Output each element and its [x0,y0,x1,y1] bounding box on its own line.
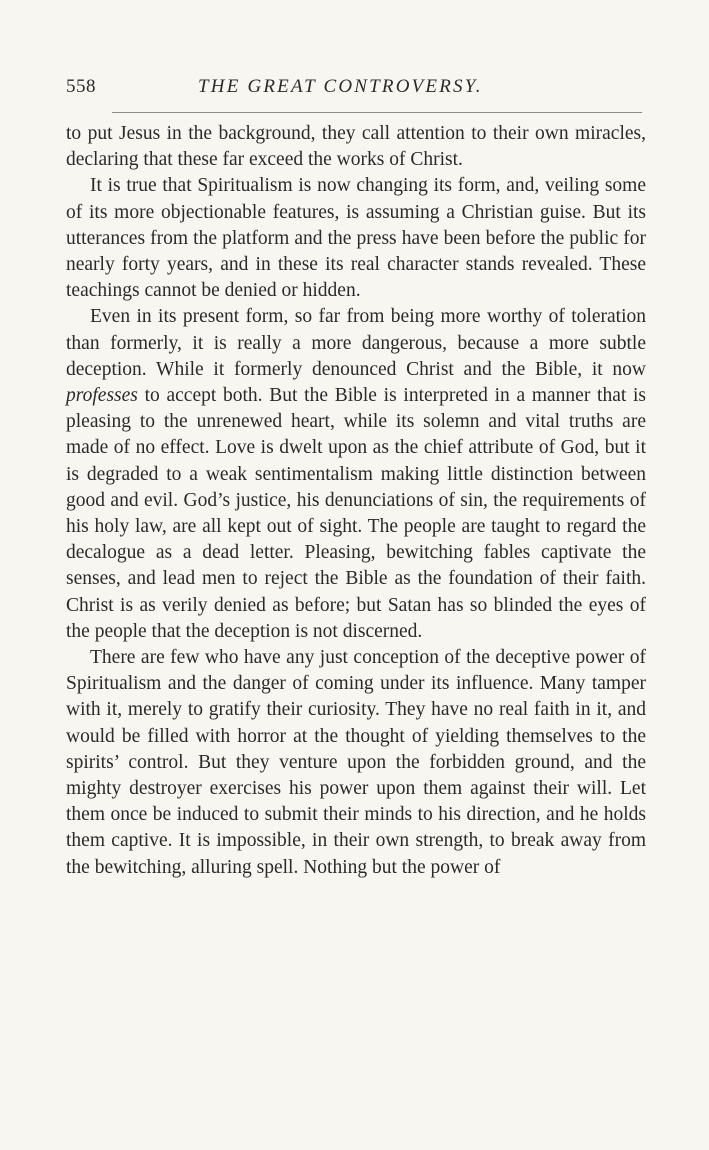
running-title: THE GREAT CONTROVERSY. [198,76,483,97]
paragraph-1-text: to put Jesus in the background, they call attention to their own miracles, declaring that these far exceed the works of Christ. [66,123,646,171]
body-text [66,121,646,881]
paragraph-4 [66,645,646,881]
paragraph-2-text: It is true that Spiritualism is now changing its form, and, veiling some of its more objectionable features, is assuming a Christian guise. But its utterances from the platform and the press have been before the public for nearly forty years, and in these its real character stands revealed. These teachings cannot be denied or hidden. [66,175,646,302]
page-number: 558 [66,76,96,97]
paragraph-3 [66,304,646,645]
paragraph-3-text-before: Even in its present form, so far from being more worthy of toleration than formerly, it is really a more dangerous, because a more subtle deception. While it formerly denounced Christ and the Bible, it now [66,306,646,380]
paragraph-1 [66,121,646,173]
paragraph-3-text-after: to accept both. But the Bible is interpreted in a manner that is pleasing to the unrenewed heart, while its solemn and vital truths are made of no effect. Love is dwelt upon as the chief attribute of God, but it is degraded to a weak sentimentalism making little distinction between good and evil. God’s justice, his denunciations of sin, the requirements of his holy law, are all kept out of sight. The people are taught to regard the decalogue as a dead letter. Pleasing, bewitching fables captivate the senses, and lead men to reject the Bible as the foundation of their faith. Christ is as verily denied as before; but Satan has so blinded the eyes of the people that the deception is not discerned. [66,385,647,642]
paragraph-4-text: There are few who have any just conception of the deceptive power of Spiritualism and the danger of coming under its influence. Many tamper with it, merely to gratify their curiosity. They have no real faith in it, and would be filled with horror at the thought of yielding themselves to the spirits’ control. But they venture upon the forbidden ground, and the mighty destroyer exercises his power upon them against their will. Let them once be induced to submit their minds to his direction, and he holds them captive. It is impossible, in their own strength, to break away from the bewitching, alluring spell. Nothing but the power of [66,647,646,878]
paragraph-3-emphasis: professes [66,385,138,407]
paragraph-2 [66,173,646,304]
running-head [66,76,646,102]
header-rule [112,112,642,113]
